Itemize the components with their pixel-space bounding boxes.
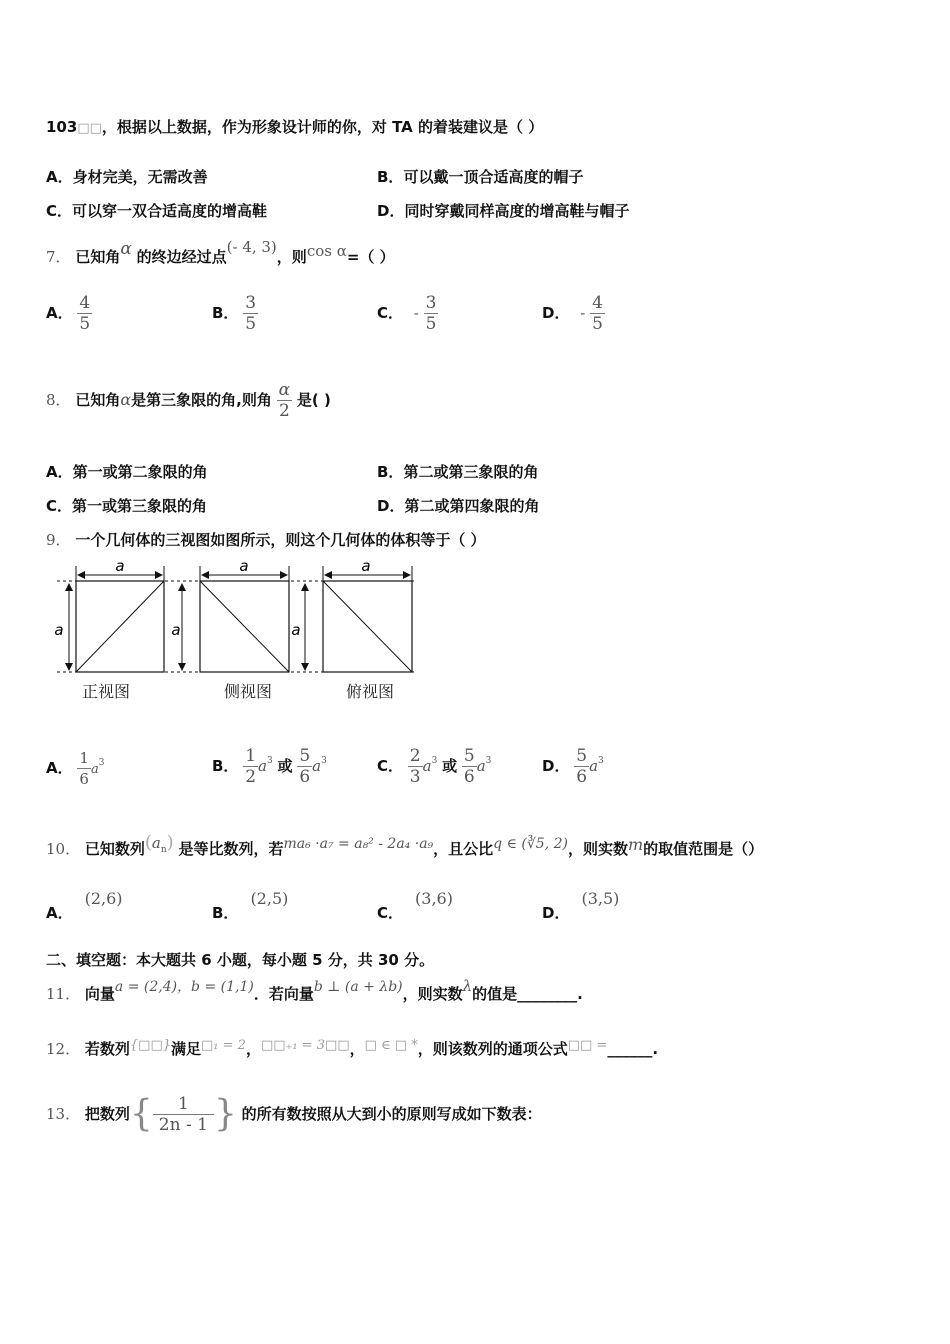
q10-option-d: [542, 888, 620, 922]
q12-glyph-domain: □ ∈ □ *: [364, 1038, 418, 1053]
option-fraction-2: [297, 746, 312, 787]
q12-number: 12．: [46, 1040, 81, 1058]
q9-option-d: [542, 746, 604, 787]
var-a: a: [476, 757, 486, 775]
power-3: 3: [98, 758, 105, 768]
option-label: D．: [377, 497, 405, 515]
option-label: C．: [377, 304, 404, 322]
q7-text-1: 已知角: [75, 248, 121, 266]
fraction-numerator: 4: [592, 293, 603, 313]
q13-text-2: 的所有数按照从大到小的原则写成如下数表：: [241, 1105, 542, 1123]
option-label: A．: [46, 904, 73, 922]
q9-option-a: [46, 748, 104, 789]
q8-number: 8．: [46, 391, 71, 409]
q12-stem: [46, 1038, 658, 1059]
q10-seq-sub: n: [160, 845, 167, 855]
fraction-denominator: 2n - 1: [153, 1114, 214, 1135]
option-label: C．: [46, 202, 73, 220]
option-value: (2,5): [250, 889, 289, 908]
q6-option-a: [46, 166, 208, 187]
fraction-numerator: 1: [177, 1094, 189, 1114]
q10-equation: ma₆ ·a₇ = a₈² - 2a₄ ·a₉: [283, 836, 434, 852]
option-label: A．: [46, 463, 73, 481]
option-label: C．: [377, 904, 404, 922]
option-fraction-2: [462, 746, 477, 787]
fraction-numerator: α: [278, 380, 291, 400]
q12-glyph-general: □□ =: [567, 1038, 608, 1053]
option-text: 身材完美，无需改善: [72, 168, 208, 186]
option-label: B．: [377, 463, 404, 481]
option-fraction: [424, 293, 439, 334]
option-label: B．: [212, 904, 239, 922]
front-view: [54, 558, 164, 701]
q6-option-c: [46, 200, 267, 221]
option-label: B．: [212, 304, 239, 322]
fraction-denominator: 5: [425, 314, 437, 334]
q10-m: m: [627, 835, 644, 854]
power-3: 3: [267, 756, 273, 766]
option-label: B．: [377, 168, 404, 186]
q12-comma-2: ，: [349, 1040, 365, 1058]
fraction-denominator: 5: [245, 314, 257, 334]
option-value: (3,5): [581, 889, 620, 908]
option-text: 可以穿一双合适高度的增高鞋: [72, 202, 268, 220]
fraction-numerator: 5: [299, 746, 311, 766]
q10-number: 10．: [46, 840, 81, 858]
front-width-label: a: [115, 558, 125, 575]
q13-number: 13．: [46, 1105, 81, 1123]
fraction-denominator: 3: [409, 767, 421, 787]
fraction-denominator: 2: [245, 767, 257, 787]
q12-text-1: 若数列: [84, 1040, 130, 1058]
var-a: a: [589, 757, 599, 775]
option-fraction: [590, 293, 605, 334]
q12-text-3: ，则该数列的通项公式: [417, 1040, 568, 1058]
q11-text-2: ．若向量: [253, 985, 314, 1003]
option-label: D．: [542, 304, 570, 322]
q9-option-b: [212, 746, 327, 787]
option-label: D．: [377, 202, 405, 220]
section-2-heading: 二、填空题：本大题共 6 小题，每小题 5 分，共 30 分。: [46, 951, 435, 969]
q9-stem-text: 一个几何体的三视图如图所示，则这个几何体的体积等于（ ）: [75, 531, 486, 549]
q11-vectors: a = (2,4)，b = (1,1): [114, 979, 254, 995]
q6-option-b: [377, 166, 583, 187]
q6-stem-prefix: 103: [46, 118, 78, 136]
option-label: C．: [46, 497, 73, 515]
or-text: 或: [442, 757, 458, 775]
q7-number: 7．: [46, 248, 71, 266]
fraction-denominator: 5: [79, 314, 91, 334]
option-value: (2,6): [84, 889, 123, 908]
q6-stem: [46, 116, 543, 137]
q6-stem-glyphs: □□: [77, 121, 102, 136]
q8-option-a: [46, 461, 208, 482]
fraction-numerator: 1: [79, 749, 89, 767]
q10-option-a: [46, 888, 123, 922]
q13-fraction: [153, 1094, 214, 1135]
option-text: 第二或第三象限的角: [403, 463, 539, 481]
q7-text-3: ，则: [276, 248, 307, 266]
option-label: A．: [46, 304, 73, 322]
three-view-figure: [50, 558, 420, 708]
q10-seq-a: a: [151, 834, 161, 852]
var-a: a: [90, 762, 99, 777]
option-label: D．: [542, 904, 570, 922]
q7-option-b: [212, 293, 258, 334]
fraction-denominator: 5: [592, 314, 603, 334]
var-a: a: [422, 757, 432, 775]
q11-lambda: λ: [462, 977, 473, 995]
q7-point: (- 4, 3): [226, 238, 277, 256]
q9-option-c: [377, 746, 491, 787]
option-text: 第一或第二象限的角: [72, 463, 208, 481]
q9-stem: [46, 529, 486, 550]
fraction-denominator: 6: [576, 767, 588, 787]
q13-stem: 13． 把数列{ $\frac{1}{2n - 1}$ } 的所有数按照从大到小的原则写成如下数表：: [46, 1093, 542, 1135]
q7-option-c: [377, 293, 438, 334]
q7-option-a: [46, 293, 92, 334]
option-label: A．: [46, 759, 73, 777]
top-view-caption: 俯视图: [345, 682, 395, 701]
q11-stem: [46, 976, 583, 1004]
option-sign: -: [413, 304, 419, 322]
q10-stem: 10． 已知数列$(a^n)$ 是等比数列，若ma₆ ·a₇ = a₈² - 2a₄ ·a₉，且公比q ∈ (∛5, 2)，则实数m的取值范围是（）: [46, 832, 764, 858]
top-height-label: a: [291, 621, 301, 639]
fraction-numerator: 4: [79, 293, 91, 313]
option-text: 第二或第四象限的角: [404, 497, 540, 515]
q11-condition: b ⊥ (a + λb): [313, 979, 403, 995]
option-label: C．: [377, 757, 404, 775]
q6-stem-text: ，根据以上数据，作为形象设计师的你，对 TA 的着装建议是（ ）: [101, 118, 544, 136]
fraction-numerator: 5: [576, 746, 588, 766]
fraction-numerator: 3: [245, 293, 257, 313]
q8-fraction: [277, 380, 292, 421]
option-fraction: [77, 748, 91, 789]
q10-text-2: 是等比数列，若: [178, 840, 284, 858]
power-3: 3: [485, 756, 492, 766]
var-a: a: [258, 757, 267, 775]
var-a: a: [312, 757, 322, 775]
power-3: 3: [598, 756, 604, 766]
option-fraction: [77, 293, 92, 334]
side-view: [171, 558, 289, 701]
q8-option-d: [377, 495, 539, 516]
q8-text-1: 已知角: [75, 391, 121, 409]
q12-glyph-recurrence: □□₊₁ = 3□□: [260, 1038, 350, 1053]
q7-text-4: =（ ）: [346, 248, 395, 266]
q6-option-d: [377, 200, 629, 221]
q8-option-b: [377, 461, 538, 482]
q12-text-4: ______.: [607, 1040, 659, 1058]
power-3: 3: [321, 756, 327, 766]
option-fraction: [243, 293, 258, 334]
fraction-denominator: 2: [277, 400, 292, 421]
q7-text-2: 的终边经过点: [136, 248, 227, 266]
top-width-label: a: [361, 558, 371, 575]
fraction-denominator: 6: [463, 767, 475, 787]
option-text: 第一或第三象限的角: [72, 497, 208, 515]
power-3: 3: [431, 756, 438, 766]
q9-number: 9．: [46, 531, 71, 549]
q10-text-1: 已知数列: [84, 840, 145, 858]
fraction-denominator: 6: [79, 770, 89, 788]
or-text: 或: [277, 757, 293, 775]
option-text: 同时穿戴同样高度的增高鞋与帽子: [404, 202, 630, 220]
side-width-label: a: [239, 558, 249, 575]
q7-cos: cos α: [306, 242, 347, 260]
q7-alpha: α: [120, 239, 132, 259]
q8-alpha: α: [120, 390, 132, 409]
front-view-caption: 正视图: [81, 682, 131, 701]
q12-text-2: 满足: [171, 1040, 202, 1058]
option-label: B．: [212, 757, 239, 775]
q10-text-5: 的取值范围是（）: [643, 840, 764, 858]
side-height-label: a: [171, 621, 181, 639]
option-sign: -: [580, 304, 586, 322]
q11-text-4: 的值是________.: [472, 985, 583, 1003]
q11-text-3: ，则实数: [402, 985, 463, 1003]
q8-text-2: 是第三象限的角,则角: [131, 391, 272, 409]
q11-text-1: 向量: [84, 985, 115, 1003]
side-view-caption: 侧视图: [223, 682, 273, 701]
option-text: 可以戴一顶合适高度的帽子: [403, 168, 584, 186]
front-height-label: a: [54, 621, 64, 639]
q12-glyph-sequence: {□□}: [129, 1038, 171, 1053]
fraction-numerator: 2: [409, 746, 421, 766]
fraction-numerator: 3: [425, 293, 437, 313]
option-value: (3,6): [415, 889, 453, 908]
q7-option-d: [542, 293, 605, 334]
option-fraction: [574, 746, 589, 787]
fraction-numerator: 1: [245, 746, 257, 766]
option-label: A．: [46, 168, 73, 186]
q10-text-4: ，则实数: [567, 840, 628, 858]
q12-comma-1: ，: [245, 1040, 261, 1058]
q8-text-3: 是( ): [296, 391, 331, 409]
q12-glyph-initial: □₁ = 2: [201, 1038, 246, 1053]
fraction-numerator: 5: [463, 746, 475, 766]
q10-option-b: [212, 888, 289, 922]
q7-stem: [46, 238, 395, 278]
q13-text-1: 把数列: [84, 1105, 130, 1123]
q8-option-c: [46, 495, 207, 516]
q10-text-3: ，且公比: [433, 840, 494, 858]
top-view: [291, 558, 412, 701]
fraction-denominator: 6: [299, 767, 311, 787]
option-fraction: [408, 746, 423, 787]
option-label: D．: [542, 757, 570, 775]
q8-stem: [46, 380, 331, 421]
q10-ratio: q ∈ (∛5, 2): [493, 836, 568, 852]
q11-number: 11．: [46, 985, 81, 1003]
q10-option-c: [377, 888, 453, 922]
option-fraction: [243, 746, 258, 787]
